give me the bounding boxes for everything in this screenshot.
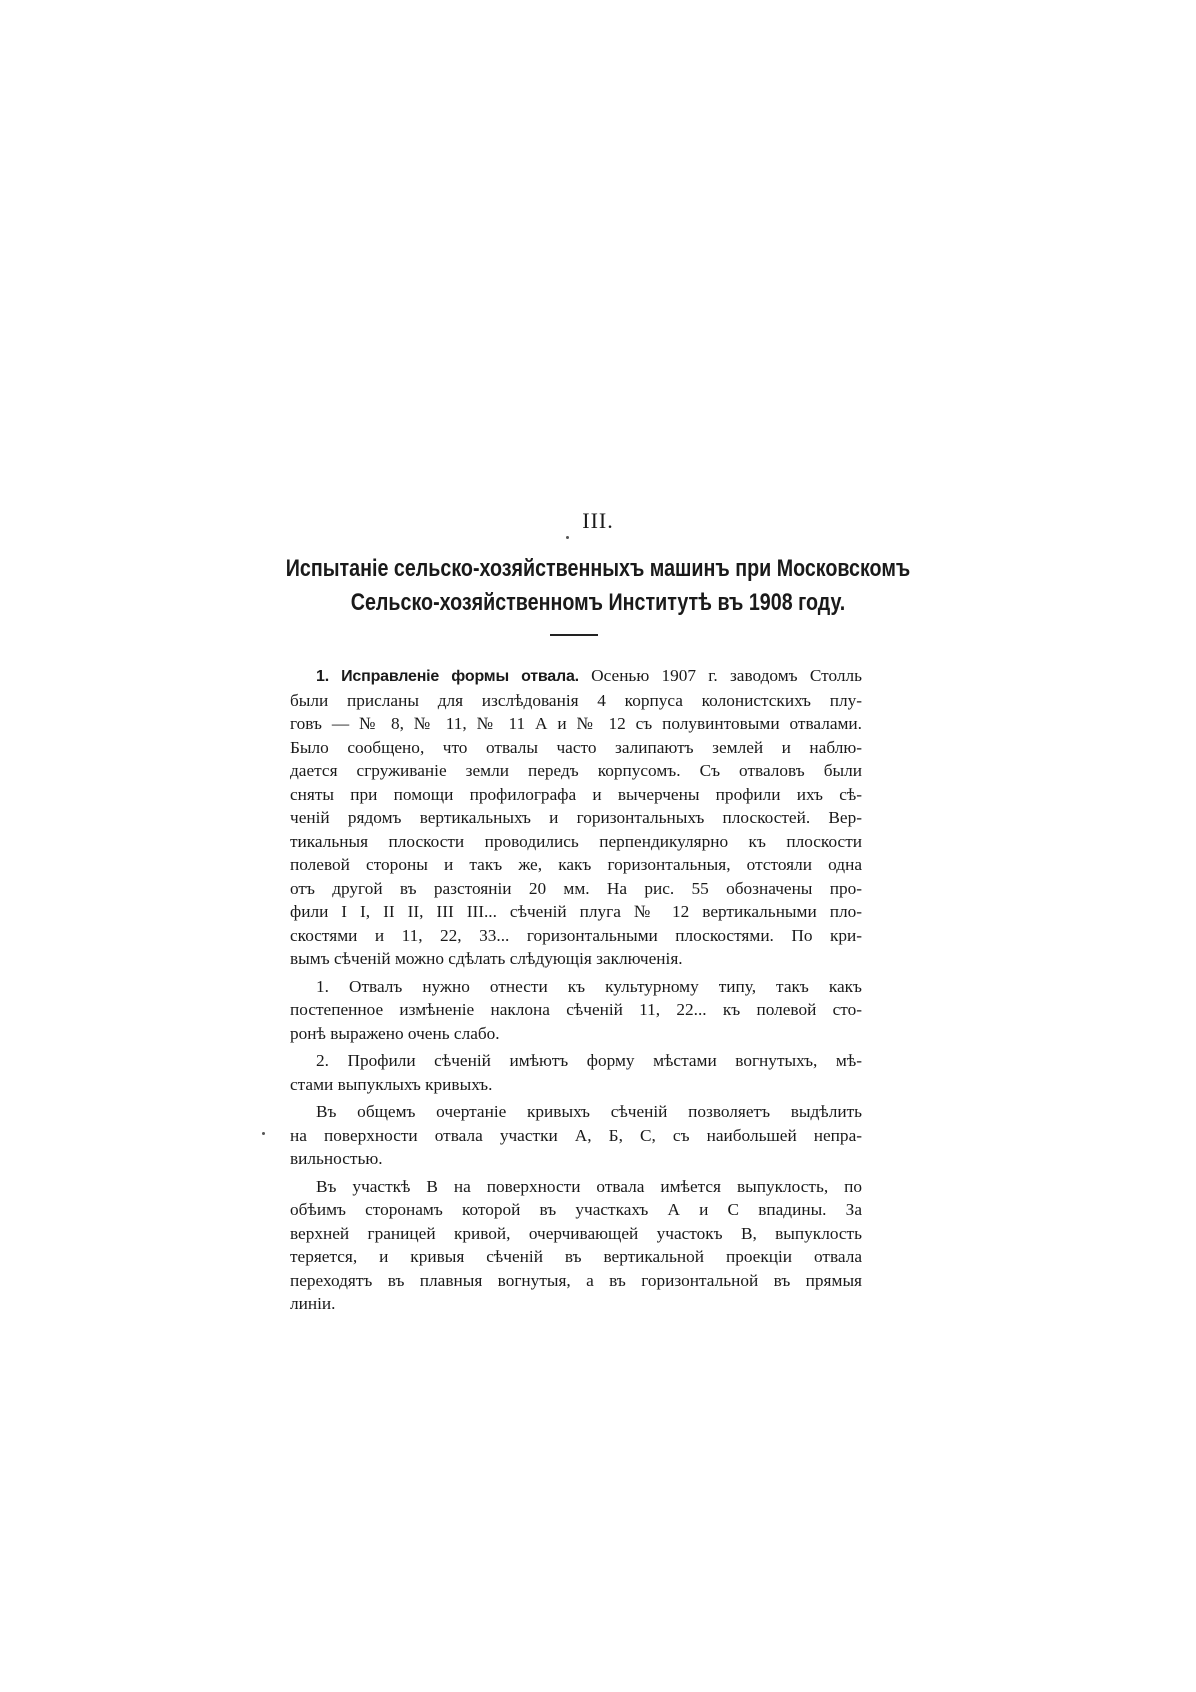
text-line: линіи. [290,1294,336,1313]
text-line: ронѣ выражено очень слабо. [290,1023,500,1043]
text-line: говъ — № 8, № 11, № 11 А и № 12 съ полувинтовыми отвалами. [290,714,862,733]
print-speck [262,1132,265,1135]
paragraph [290,975,862,1046]
text-line: Было сообщено, что отвалы часто залипаютъ землей и наблю- [290,737,862,757]
body-text [290,664,862,1316]
text-line [290,664,862,689]
paragraph [290,1175,862,1316]
text-line: тикальныя плоскости проводились перпендикулярно къ плоскости [290,831,862,851]
title-divider [550,634,598,636]
text-line: вымъ сѣченій можно сдѣлать слѣдующія заключенія. [290,949,683,968]
title-line: Испытаніе сельско-хозяйственныхъ машинъ при Московскомъ [285,555,911,582]
print-speck [566,536,569,539]
text-line: фили I I, II II, III III... сѣченій плуга № 12 вертикальными пло- [290,902,862,921]
page-title [272,552,925,620]
text-line: 1. Отвалъ нужно отнести къ культурному типу, такъ какъ [316,976,862,996]
text-run: Осенью 1907 г. заводомъ Столль [578,666,862,685]
text-line: вильностью. [290,1149,383,1168]
text-line: стами выпуклыхъ кривыхъ. [290,1074,493,1094]
text-line: были присланы для изслѣдованія 4 корпуса колонистскихъ плу- [290,690,862,710]
text-line: скостями и 11, 22, 33... горизонтальными плоскостями. По кри- [290,925,862,945]
text-line: постепенное измѣненіе наклона сѣченій 11, 22... къ полевой сто- [290,1000,862,1019]
text-line: полевой стороны и такъ же, какъ горизонтальныя, отстояли одна [290,855,862,874]
paragraph [290,1049,862,1096]
text-line: дается сгруживаніе земли передъ корпусомъ. Съ отваловъ были [290,761,862,780]
text-line: сняты при помощи профилографа и вычерчены профили ихъ сѣ- [290,784,862,804]
paragraph [290,1100,862,1171]
text-line: теряется, и кривыя сѣченій въ вертикальной проекціи отвала [290,1247,862,1266]
section-heading-run: 1. Исправленіе формы отвала. [316,668,579,685]
text-line: переходятъ въ плавныя вогнутыя, а въ горизонтальной въ прямыя [290,1270,862,1290]
text-line: Въ общемъ очертаніе кривыхъ сѣченій позволяетъ выдѣлить [316,1102,862,1121]
title-line: Сельско-хозяйственномъ Институтѣ въ 1908 году. [350,589,846,616]
text-line: на поверхности отвала участки А, Б, С, съ наибольшей непра- [290,1125,862,1145]
paragraph [290,664,862,971]
text-line: обѣимъ сторонамъ которой въ участкахъ А и С впадины. За [290,1200,862,1219]
section-number: III. [582,508,614,533]
text-line: отъ другой въ разстояніи 20 мм. На рис. 55 обозначены про- [290,878,862,898]
text-line: ченій рядомъ вертикальныхъ и горизонтальныхъ плоскостей. Вер- [290,808,862,827]
text-line: верхней границей кривой, очерчивающей участокъ В, выпуклость [290,1223,862,1243]
text-line: Въ участкѣ В на поверхности отвала имѣется выпуклость, по [316,1176,862,1196]
text-line: 2. Профили сѣченій имѣютъ форму мѣстами вогнутыхъ, мѣ- [316,1051,862,1070]
